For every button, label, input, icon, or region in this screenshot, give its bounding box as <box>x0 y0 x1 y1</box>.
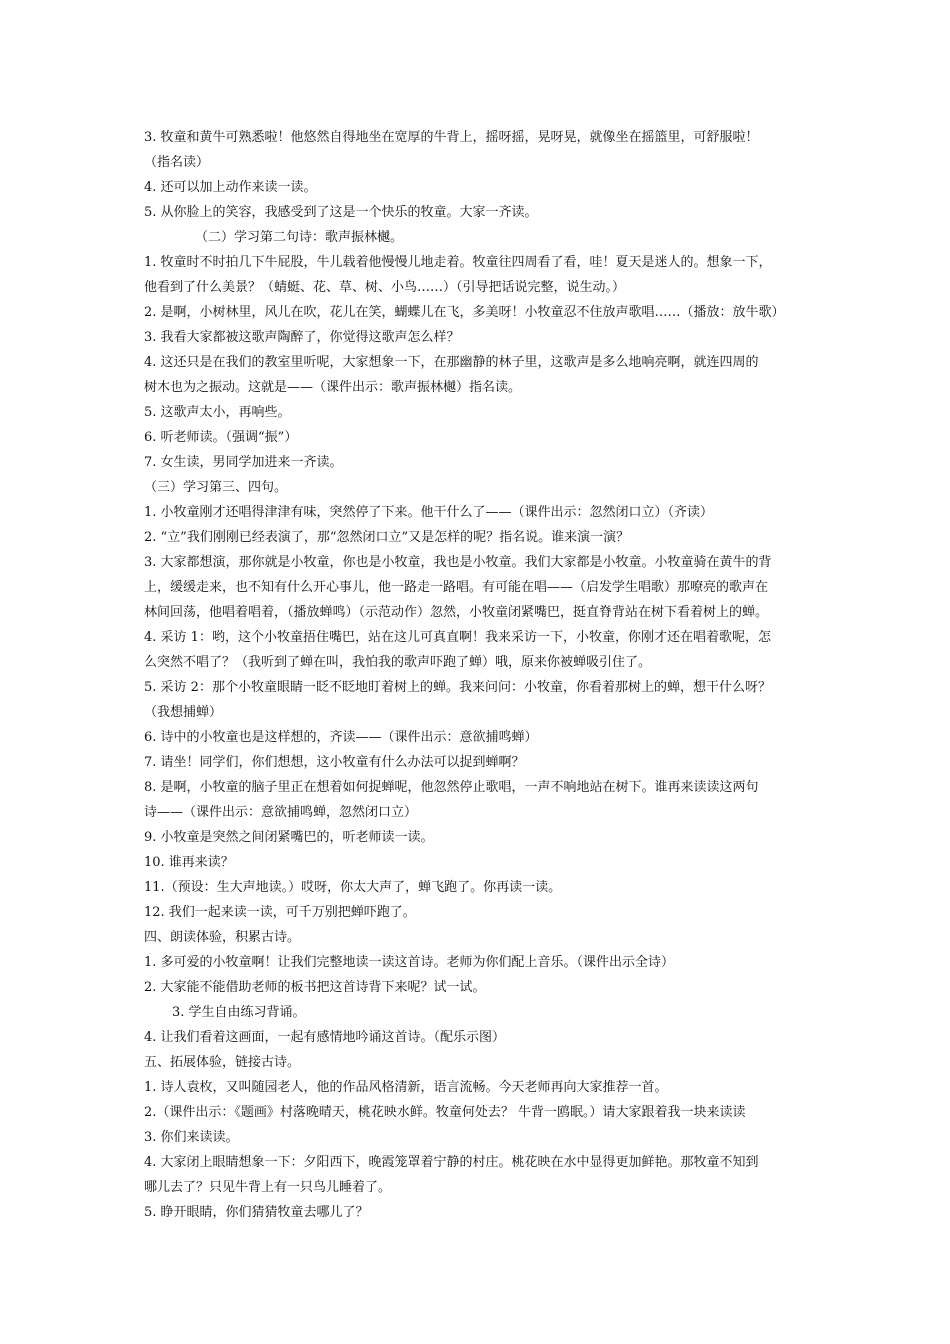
text-line: 诗——（课件出示：意欲捕鸣蝉，忽然闭口立） <box>144 805 418 820</box>
text-line: 1. 小牧童刚才还唱得津津有味，突然停了下来。他干什么了——（课件出示：忽然闭口立）（齐读） <box>144 505 714 520</box>
section-heading: （二）学习第二句诗：歌声振林樾。 <box>195 230 404 245</box>
text-line: 2. “立”我们刚刚已经表演了，那“忽然闭口立”又是怎样的呢？指名说。谁来演一演？ <box>144 530 630 545</box>
text-line: 1. 多可爱的小牧童啊！让我们完整地读一读这首诗。老师为你们配上音乐。（课件出示全诗） <box>144 955 675 970</box>
text-line: 7. 女生读，男同学加进来一齐读。 <box>144 455 343 470</box>
section-heading: （三）学习第三、四句。 <box>144 480 288 495</box>
text-line: 3. 你们来读读。 <box>144 1130 239 1145</box>
text-line: 1. 牧童时不时拍几下牛屁股，牛儿载着他慢慢儿地走着。牧童往四周看了看，哇！夏天是迷人的。想象一下， <box>144 255 772 270</box>
section-heading: 五、拓展体验，链接古诗。 <box>144 1055 301 1070</box>
text-line: 6. 听老师读。（强调“振”） <box>144 430 298 445</box>
text-line: 5. 这歌声太小，再响些。 <box>144 405 291 420</box>
text-line: 5. 睁开眼睛，你们猜猜牧童去哪儿了？ <box>144 1205 369 1220</box>
text-line: 3. 牧童和黄牛可熟悉啦！他悠然自得地坐在宽厚的牛背上，摇呀摇，晃呀晃，就像坐在摇篮里，可舒服啦！ <box>144 130 759 145</box>
text-line: 4. 让我们看着这画面，一起有感情地吟诵这首诗。（配乐示图） <box>144 1030 506 1045</box>
text-line: 5. 采访 2：那个小牧童眼睛一眨不眨地盯着树上的蝉。我来问问：小牧童，你看着那树上的蝉，想干什么呀？ <box>144 680 771 695</box>
text-line: 他看到了什么美景？（蜻蜓、花、草、树、小鸟……）（引导把话说完整，说生动。） <box>144 280 626 295</box>
text-line: 2. 是啊，小树林里，风儿在吹，花儿在笑，蝴蝶儿在飞，多美呀！小牧童忍不住放声歌唱……（播放：放牛歌） <box>144 305 785 320</box>
text-line: 10. 谁再来读？ <box>144 855 234 870</box>
text-line: 3. 大家都想演，那你就是小牧童，你也是小牧童，我也是小牧童。我们大家都是小牧童。小牧童骑在黄牛的背 <box>144 555 772 570</box>
text-line: 4. 这还只是在我们的教室里听呢，大家想象一下，在那幽静的林子里，这歌声是多么地响亮啊，就连四周的 <box>144 355 759 370</box>
text-line: 5. 从你脸上的笑容，我感受到了这是一个快乐的牧童。大家一齐读。 <box>144 205 538 220</box>
text-line: 9. 小牧童是突然之间闭紧嘴巴的，听老师读一读。 <box>144 830 434 845</box>
text-line: 4. 大家闭上眼睛想象一下：夕阳西下，晚霞笼罩着宁静的村庄。桃花映在水中显得更加鲜艳。那牧童不知到 <box>144 1155 759 1170</box>
text-line: 4. 还可以加上动作来读一读。 <box>144 180 317 195</box>
text-line: 1. 诗人袁枚，又叫随园老人，他的作品风格清新，语言流畅。今天老师再向大家推荐一首。 <box>144 1080 668 1095</box>
text-line: 11.（预设：生大声地读。）哎呀，你太大声了，蝉飞跑了。你再读一读。 <box>144 880 562 895</box>
text-line: 哪儿去了？只见牛背上有一只鸟儿睡着了。 <box>144 1180 392 1195</box>
text-line: （指名读） <box>144 155 210 170</box>
text-line: 2.（课件出示：《题画》村落晚晴天，桃花映水鲜。牧童何处去？ 牛背一鸥眠。）请大家跟着我一块来读读 <box>144 1105 746 1120</box>
text-line: 3. 学生自由练习背诵。 <box>172 1005 306 1020</box>
text-line: 树木也为之振动。这就是——（课件出示：歌声振林樾）指名读。 <box>144 380 522 395</box>
text-line: 12. 我们一起来读一读，可千万别把蝉吓跑了。 <box>144 905 416 920</box>
text-line: 7. 请坐！同学们，你们想想，这小牧童有什么办法可以捉到蝉啊？ <box>144 755 525 770</box>
text-line: 3. 我看大家都被这歌声陶醉了，你觉得这歌声怎么样？ <box>144 330 460 345</box>
text-line: 8. 是啊，小牧童的脑子里正在想着如何捉蝉呢，他忽然停止歌唱，一声不响地站在树下。谁再来读读这两句 <box>144 780 759 795</box>
text-line: （我想捕蝉） <box>144 705 223 720</box>
text-line: 4. 采访 1：哟，这个小牧童捂住嘴巴，站在这儿可真直啊！我来采访一下，小牧童，你刚才还在唱着歌呢，怎 <box>144 630 771 645</box>
text-line: 2. 大家能不能借助老师的板书把这首诗背下来呢？试一试。 <box>144 980 486 995</box>
text-line: 6. 诗中的小牧童也是这样想的，齐读——（课件出示：意欲捕鸣蝉） <box>144 730 538 745</box>
text-line: 上，缓缓走来，也不知有什么开心事儿，他一路走一路唱。有可能在唱——（启发学生唱歌）那嘹亮的歌声在 <box>144 580 769 595</box>
text-line: 林间回荡，他唱着唱着，（播放蝉鸣）（示范动作）忽然，小牧童闭紧嘴巴，挺直脊背站在树下看着树上的蝉。 <box>144 605 769 620</box>
section-heading: 四、朗读体验，积累古诗。 <box>144 930 301 945</box>
text-line: 么突然不唱了？（我听到了蝉在叫，我怕我的歌声吓跑了蝉）哦，原来你被蝉吸引住了。 <box>144 655 652 670</box>
